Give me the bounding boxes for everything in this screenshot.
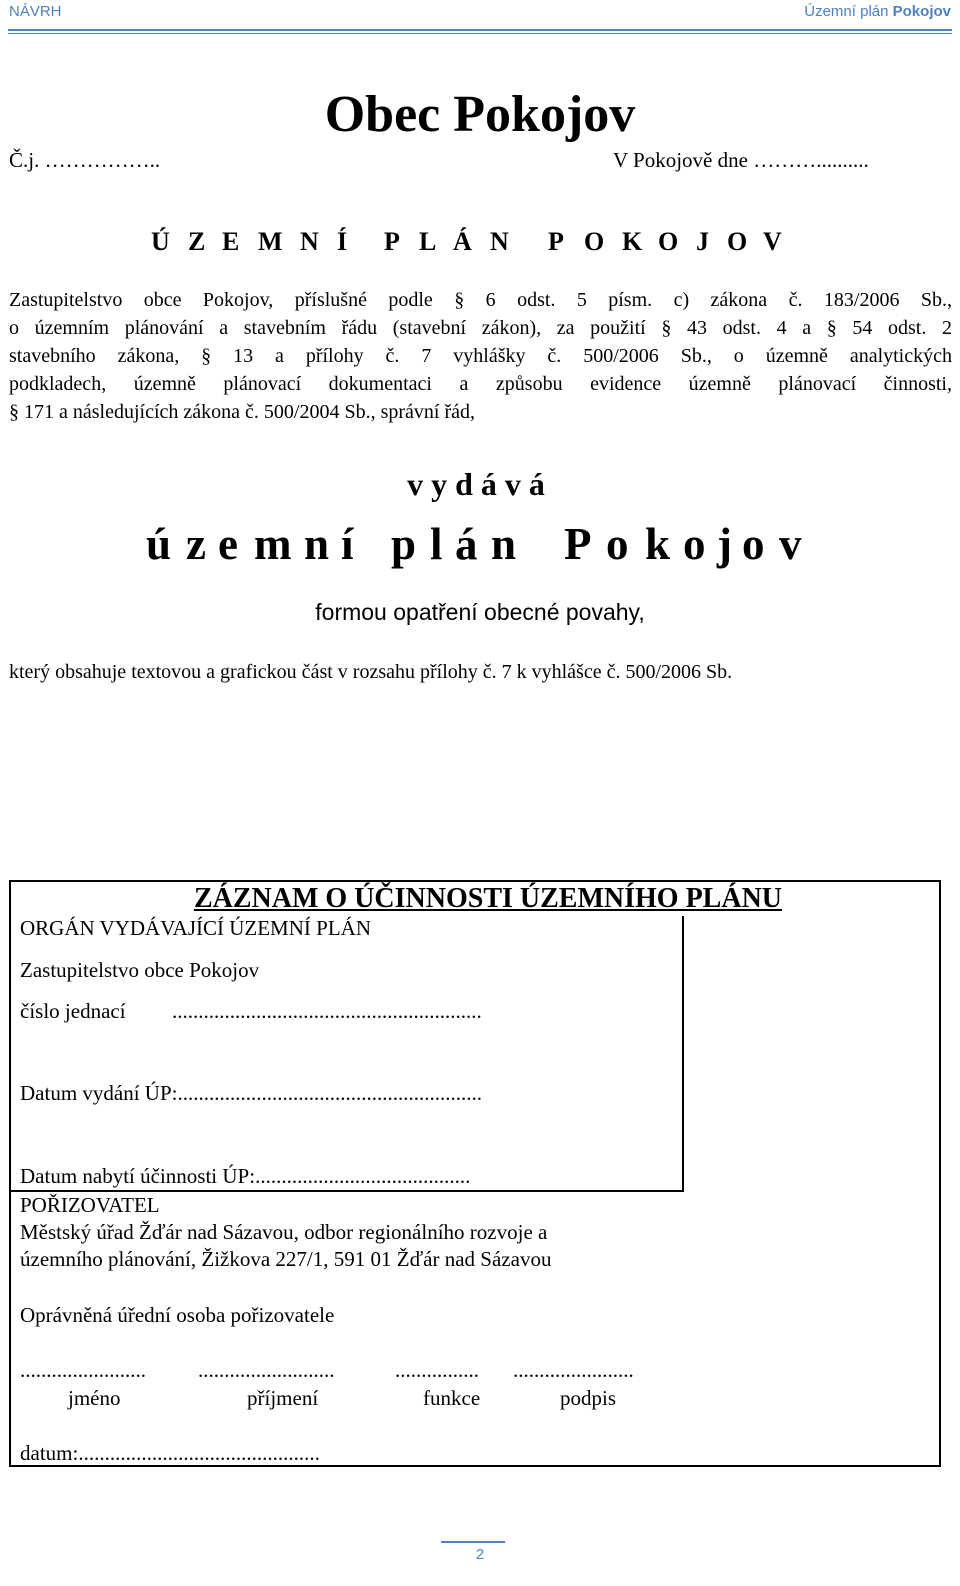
title-letter: k bbox=[645, 519, 671, 569]
signature-dots-surname: .......................... bbox=[198, 1358, 335, 1382]
spaced-letter: O bbox=[727, 227, 748, 256]
signature-label-surname: příjmení bbox=[247, 1386, 319, 1410]
signature-label-signature: podpis bbox=[560, 1386, 617, 1410]
title-letter: í bbox=[341, 519, 354, 569]
title-letter: p bbox=[391, 519, 417, 569]
effect-record-title: ZÁZNAM O ÚČINNOSTI ÚZEMNÍHO PLÁNU bbox=[193, 883, 783, 914]
record-date-field: datum:.............................................. bbox=[20, 1441, 320, 1465]
spaced-letter: P bbox=[384, 227, 400, 256]
spaced-letter: Í bbox=[337, 227, 348, 256]
record-horizontal-divider bbox=[9, 1190, 684, 1192]
signature-label-name: jméno bbox=[68, 1386, 121, 1410]
title-letter: o bbox=[742, 519, 765, 569]
spaced-letter: M bbox=[258, 227, 283, 256]
authorized-person-label: Oprávněná úřední osoba pořizovatele bbox=[20, 1303, 335, 1327]
spaced-letter: E bbox=[222, 227, 240, 256]
reference-number: Č.j. …………….. bbox=[9, 148, 161, 172]
title-letter: z bbox=[186, 519, 206, 569]
procurer-label: POŘIZOVATEL bbox=[20, 1193, 160, 1217]
spaced-letter: N bbox=[490, 227, 509, 256]
content-scope: který obsahuje textovou a grafickou část v rozsahu přílohy č. 7 k vyhlášce č. 500/2006 Sb. bbox=[9, 661, 733, 683]
signature-dots-function: ................ bbox=[395, 1358, 479, 1382]
signature-dots-signature: ....................... bbox=[513, 1358, 634, 1382]
spaced-letter: K bbox=[622, 227, 643, 256]
paragraph-line: podkladech, územně plánovací dokumentaci a způsobu evidence územně plánovací činnosti, bbox=[9, 373, 952, 395]
issue-date-field: Datum vydání ÚP:.......................................................... bbox=[20, 1081, 482, 1105]
spaced-letter: Ú bbox=[151, 227, 170, 256]
signature-dots-name: ........................ bbox=[20, 1358, 146, 1382]
title-letter: l bbox=[430, 519, 443, 569]
ref-number-label: číslo jednací bbox=[20, 999, 126, 1023]
spaced-letter: V bbox=[763, 227, 782, 256]
paragraph-line: § 171 a následujících zákona č. 500/2004 Sb., správní řád, bbox=[9, 401, 475, 423]
title-letter: P bbox=[564, 519, 592, 569]
procurer-line-1: Městský úřad Žďár nad Sázavou, odbor regionálního rozvoje a bbox=[20, 1220, 548, 1244]
decree-verb: vydává bbox=[407, 466, 553, 502]
header-doc-name-bold: Pokojov bbox=[892, 3, 951, 20]
title-letter: j bbox=[717, 519, 732, 569]
paragraph-line: stavebního zákona, § 13 a přílohy č. 7 vyhlášky č. 500/2006 Sb., o územně analytických bbox=[9, 345, 952, 367]
ref-number-field: ........................................................... bbox=[172, 999, 482, 1023]
title-letter: v bbox=[779, 519, 802, 569]
page-number: 2 bbox=[475, 1546, 485, 1563]
page-title: Obec Pokojov bbox=[324, 86, 636, 143]
title-letter: ú bbox=[146, 519, 172, 569]
spaced-letter: J bbox=[696, 227, 709, 256]
header-rule-2 bbox=[8, 33, 952, 34]
spaced-letter: O bbox=[658, 227, 679, 256]
paragraph-line: o územním plánování a stavebním řádu (stavební zákon), za použití § 43 odst. 4 a § 54 odst. 2 bbox=[9, 317, 952, 339]
paragraph-line: Zastupitelstvo obce Pokojov, příslušné podle § 6 odst. 5 písm. c) zákona č. 183/2006 Sb., bbox=[9, 289, 952, 311]
issuing-body-value: Zastupitelstvo obce Pokojov bbox=[20, 958, 260, 982]
spaced-letter: N bbox=[300, 227, 319, 256]
record-vertical-divider bbox=[682, 916, 684, 1192]
spaced-letter: P bbox=[548, 227, 564, 256]
header-doc-name bbox=[804, 3, 951, 20]
effective-date-field: Datum nabytí účinnosti ÚP:......................................... bbox=[20, 1164, 471, 1188]
place-date: V Pokojově dne ……….......... bbox=[613, 148, 869, 172]
spaced-letter: Z bbox=[188, 227, 206, 256]
header-draft-label: NÁVRH bbox=[9, 3, 62, 20]
footer-rule bbox=[441, 1541, 505, 1543]
spaced-letter: O bbox=[584, 227, 605, 256]
procurer-line-2: územního plánování, Žižkova 227/1, 591 01 Žďár nad Sázavou bbox=[20, 1247, 552, 1271]
title-letter: á bbox=[455, 519, 478, 569]
legal-basis-paragraph bbox=[9, 286, 952, 426]
title-letter: o bbox=[606, 519, 629, 569]
title-letter: e bbox=[218, 519, 238, 569]
spaced-letter: L bbox=[419, 227, 437, 256]
title-letter: m bbox=[254, 519, 292, 569]
spaced-letter: Á bbox=[453, 227, 472, 256]
title-letter: n bbox=[491, 519, 517, 569]
decree-form: formou opatření obecné povahy, bbox=[315, 599, 645, 625]
issuing-body-label: ORGÁN VYDÁVAJÍCÍ ÚZEMNÍ PLÁN bbox=[20, 916, 371, 940]
title-letter: o bbox=[683, 519, 706, 569]
signature-label-function: funkce bbox=[423, 1386, 481, 1410]
title-letter: n bbox=[304, 519, 330, 569]
header-doc-name-plain: Územní plán bbox=[804, 3, 889, 20]
